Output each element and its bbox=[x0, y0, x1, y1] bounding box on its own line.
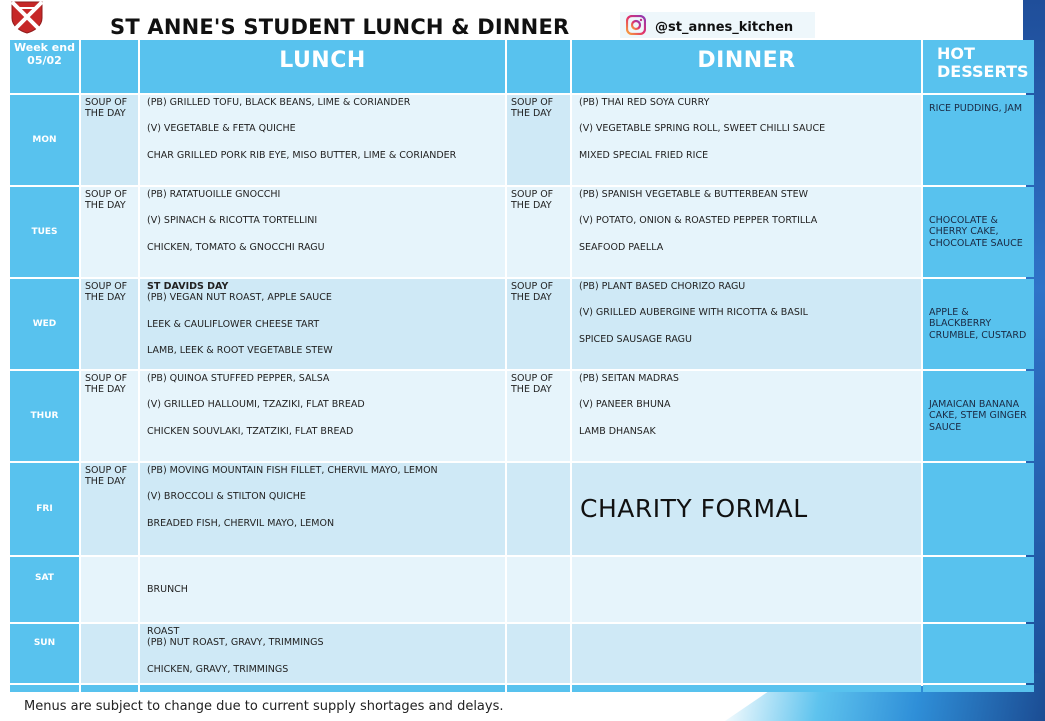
menu-item: (V) GRILLED HALLOUMI, TZAZIKI, FLAT BREAD bbox=[147, 399, 365, 411]
menu-item: (PB) GRILLED TOFU, BLACK BEANS, LIME & CORIANDER bbox=[147, 97, 411, 108]
menu-item: CHICKEN, GRAVY, TRIMMINGS bbox=[147, 663, 289, 675]
menu-item: CHICKEN, TOMATO & GNOCCHI RAGU bbox=[147, 241, 325, 253]
dinner-menu bbox=[572, 624, 921, 683]
dinner-menu bbox=[572, 279, 921, 369]
instagram-handle[interactable]: @st_annes_kitchen bbox=[655, 20, 794, 35]
dinner-menu bbox=[572, 95, 921, 185]
menu-table bbox=[10, 40, 1029, 686]
menu-note: ROAST bbox=[147, 626, 180, 637]
lunch-soup bbox=[81, 557, 138, 622]
table-bottom-strip bbox=[923, 685, 1034, 692]
hot-dessert: JAMAICAN BANANA CAKE, STEM GINGER SAUCE bbox=[923, 371, 1034, 461]
day-label: MON bbox=[10, 95, 79, 185]
lunch-soup: SOUP OF THE DAY bbox=[81, 187, 138, 277]
menu-item: BREADED FISH, CHERVIL MAYO, LEMON bbox=[147, 517, 335, 529]
dinner-soup bbox=[507, 624, 570, 683]
charity-formal-notice: CHARITY FORMAL bbox=[572, 463, 921, 555]
lunch-soup: SOUP OF THE DAY bbox=[81, 463, 138, 555]
dinner-menu bbox=[572, 187, 921, 277]
menu-item: (PB) SPANISH VEGETABLE & BUTTERBEAN STEW bbox=[579, 189, 809, 200]
menu-item: LAMB DHANSAK bbox=[579, 425, 656, 437]
dinner-soup: SOUP OF THE DAY bbox=[507, 95, 570, 185]
instagram-icon bbox=[626, 15, 646, 35]
dinner-soup bbox=[507, 463, 570, 555]
dinner-menu bbox=[572, 557, 921, 622]
menu-item: BRUNCH bbox=[147, 583, 188, 595]
lunch-soup: SOUP OF THE DAY bbox=[81, 95, 138, 185]
dinner-soup: SOUP OF THE DAY bbox=[507, 371, 570, 461]
footer-note: Menus are subject to change due to current supply shortages and delays. bbox=[24, 699, 504, 714]
lunch-menu bbox=[140, 624, 505, 683]
day-label: WED bbox=[10, 279, 79, 369]
menu-item: SPICED SAUSAGE RAGU bbox=[579, 333, 692, 345]
hot-dessert: APPLE & BLACKBERRY CRUMBLE, CUSTARD bbox=[923, 279, 1034, 369]
menu-item: (PB) MOVING MOUNTAIN FISH FILLET, CHERVIL MAYO, LEMON bbox=[147, 465, 438, 476]
menu-note: ST DAVIDS DAY bbox=[147, 281, 229, 292]
lunch-menu bbox=[140, 557, 505, 622]
menu-item: LEEK & CAULIFLOWER CHEESE TART bbox=[147, 318, 320, 330]
menu-item: (V) PANEER BHUNA bbox=[579, 399, 671, 411]
hot-dessert: RICE PUDDING, JAM bbox=[923, 95, 1034, 185]
header-blank bbox=[81, 40, 138, 93]
lunch-soup bbox=[81, 624, 138, 683]
day-label: THUR bbox=[10, 371, 79, 461]
menu-item: MIXED SPECIAL FRIED RICE bbox=[579, 149, 709, 161]
page-header bbox=[0, 0, 1045, 40]
lunch-menu bbox=[140, 95, 505, 185]
menu-item: (V) POTATO, ONION & ROASTED PEPPER TORTILLA bbox=[579, 215, 818, 227]
hot-dessert: CHOCOLATE & CHERRY CAKE, CHOCOLATE SAUCE bbox=[923, 187, 1034, 277]
lunch-header: LUNCH bbox=[140, 40, 505, 93]
menu-item: LAMB, LEEK & ROOT VEGETABLE STEW bbox=[147, 345, 333, 357]
dinner-header: DINNER bbox=[572, 40, 921, 93]
hot-dessert bbox=[923, 624, 1034, 683]
lunch-menu bbox=[140, 279, 505, 369]
day-label: TUES bbox=[10, 187, 79, 277]
menu-item: (PB) QUINOA STUFFED PEPPER, SALSA bbox=[147, 373, 330, 384]
day-label: SAT bbox=[10, 557, 79, 622]
menu-item: (PB) PLANT BASED CHORIZO RAGU bbox=[579, 281, 746, 292]
page-title: ST ANNE'S STUDENT LUNCH & DINNER bbox=[110, 15, 570, 39]
menu-item: (PB) NUT ROAST, GRAVY, TRIMMINGS bbox=[147, 637, 324, 649]
day-label: SUN bbox=[10, 624, 79, 683]
menu-item: (V) SPINACH & RICOTTA TORTELLINI bbox=[147, 215, 318, 227]
dinner-soup: SOUP OF THE DAY bbox=[507, 279, 570, 369]
table-bottom-strip bbox=[140, 685, 505, 692]
lunch-menu bbox=[140, 371, 505, 461]
lunch-menu bbox=[140, 187, 505, 277]
table-bottom-strip bbox=[507, 685, 570, 692]
dinner-soup bbox=[507, 557, 570, 622]
menu-item: (V) VEGETABLE & FETA QUICHE bbox=[147, 123, 296, 135]
lunch-menu bbox=[140, 463, 505, 555]
lunch-soup: SOUP OF THE DAY bbox=[81, 371, 138, 461]
lunch-soup: SOUP OF THE DAY bbox=[81, 279, 138, 369]
day-label: FRI bbox=[10, 463, 79, 555]
dinner-soup: SOUP OF THE DAY bbox=[507, 187, 570, 277]
table-bottom-strip bbox=[81, 685, 138, 692]
table-bottom-strip bbox=[10, 685, 79, 692]
menu-item: (PB) VEGAN NUT ROAST, APPLE SAUCE bbox=[147, 292, 332, 304]
hot-desserts-header: HOT DESSERTS bbox=[923, 40, 1034, 93]
table-bottom-strip bbox=[572, 685, 921, 692]
header-blank bbox=[507, 40, 570, 93]
college-crest-icon bbox=[10, 0, 44, 34]
menu-item: (PB) THAI RED SOYA CURRY bbox=[579, 97, 710, 108]
menu-item: (PB) SEITAN MADRAS bbox=[579, 373, 679, 384]
menu-item: (PB) RATATUOILLE GNOCCHI bbox=[147, 189, 281, 200]
menu-item: (V) VEGETABLE SPRING ROLL, SWEET CHILLI SAUCE bbox=[579, 123, 826, 135]
menu-item: CHICKEN SOUVLAKI, TZATZIKI, FLAT BREAD bbox=[147, 425, 354, 437]
week-ending-header: Week end 05/02 bbox=[10, 40, 79, 93]
menu-item: SEAFOOD PAELLA bbox=[579, 241, 664, 253]
menu-item: CHAR GRILLED PORK RIB EYE, MISO BUTTER, LIME & CORIANDER bbox=[147, 149, 457, 161]
dinner-menu bbox=[572, 371, 921, 461]
menu-item: (V) BROCCOLI & STILTON QUICHE bbox=[147, 491, 306, 503]
hot-dessert bbox=[923, 463, 1034, 555]
menu-item: (V) GRILLED AUBERGINE WITH RICOTTA & BASIL bbox=[579, 307, 808, 319]
hot-dessert bbox=[923, 557, 1034, 622]
